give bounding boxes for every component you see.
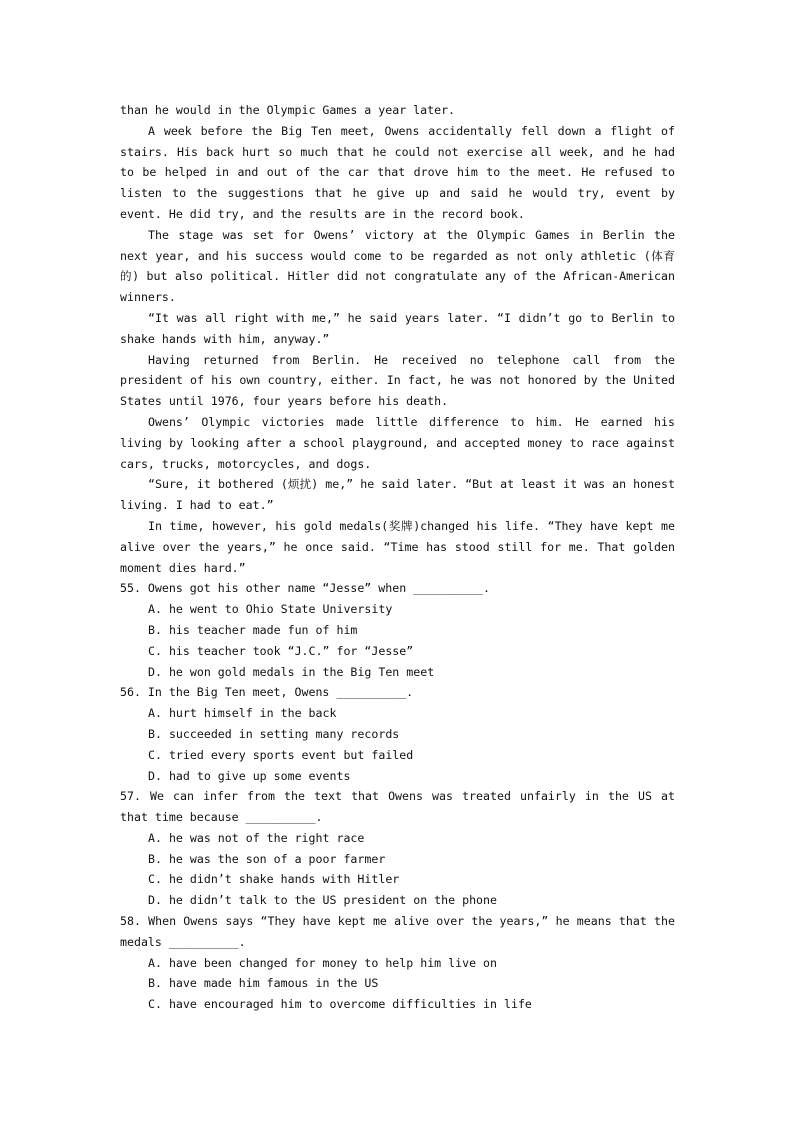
document-page [120, 100, 675, 1015]
passage-paragraph: The stage was set for Owens’ victory at the Olympic Games in Berlin the next year, and his success would come to be regarded as not only athletic (体育的) but also political. Hitler did not congratulate any of the African-American winners. [120, 227, 675, 305]
question-55 [120, 578, 675, 682]
passage-paragraph: “It was all right with me,” he said years later. “I didn’t go to Berlin to shake hands with him, anyway.” [120, 310, 675, 346]
question-stem: 57. We can infer from the text that Owens was treated unfairly in the US at that time because __________. [120, 789, 675, 825]
answer-option: A. he was not of the right race [148, 830, 365, 845]
question-57 [120, 786, 675, 911]
passage-paragraph: In time, however, his gold medals(奖牌)changed his life. “They have kept me alive over the years,” he once said. “Time has stood still for me. That golden moment dies hard.” [120, 518, 675, 575]
question-stem: 58. When Owens says “They have kept me alive over the years,” he means that the medals __________. [120, 914, 675, 949]
answer-option: B. his teacher made fun of him [148, 622, 358, 637]
passage-paragraph: Having returned from Berlin. He received no telephone call from the president of his own country, either. In fact, he was not honored by the United States until 1976, four years before his death. [120, 352, 675, 409]
question-58 [120, 911, 675, 1015]
answer-option: A. hurt himself in the back [148, 706, 337, 721]
answer-option: C. tried every sports event but failed [148, 747, 414, 762]
question-stem: 56. In the Big Ten meet, Owens __________. [120, 685, 414, 700]
answer-option: A. have been changed for money to help him live on [148, 955, 498, 970]
answer-option: D. had to give up some events [148, 768, 351, 783]
passage-paragraph: Owens’ Olympic victories made little difference to him. He earned his living by looking after a school playground, and accepted money to race against cars, trucks, motorcycles, and dogs. [120, 414, 675, 471]
answer-option: B. he was the son of a poor farmer [148, 851, 386, 866]
answer-option: D. he didn’t talk to the US president on the phone [148, 893, 498, 908]
answer-option: B. have made him famous in the US [148, 976, 379, 991]
passage-paragraph: A week before the Big Ten meet, Owens accidentally fell down a flight of stairs. His back hurt so much that he could not exercise all week, and he had to be helped in and out of the car that drove him to the meet. He refused to listen to the suggestions that he give up and said he would try, event by event. He did try, and the results are in the record book. [120, 123, 675, 221]
passage-paragraph: “Sure, it bothered (烦扰) me,” he said later. “But at least it was an honest living. I had to eat.” [120, 477, 675, 513]
answer-option: C. have encouraged him to overcome difficulties in life [148, 997, 532, 1012]
answer-option: B. succeeded in setting many records [148, 726, 400, 741]
passage-paragraph: than he would in the Olympic Games a year later. [120, 103, 456, 117]
answer-option: C. his teacher took “J.C.” for “Jesse” [148, 643, 414, 658]
passage [120, 100, 675, 578]
question-56 [120, 682, 675, 786]
answer-option: C. he didn’t shake hands with Hitler [148, 872, 400, 887]
answer-option: D. he won gold medals in the Big Ten meet [148, 664, 435, 679]
answer-option: A. he went to Ohio State University [148, 602, 393, 617]
question-stem: 55. Owens got his other name “Jesse” when __________. [120, 581, 490, 596]
